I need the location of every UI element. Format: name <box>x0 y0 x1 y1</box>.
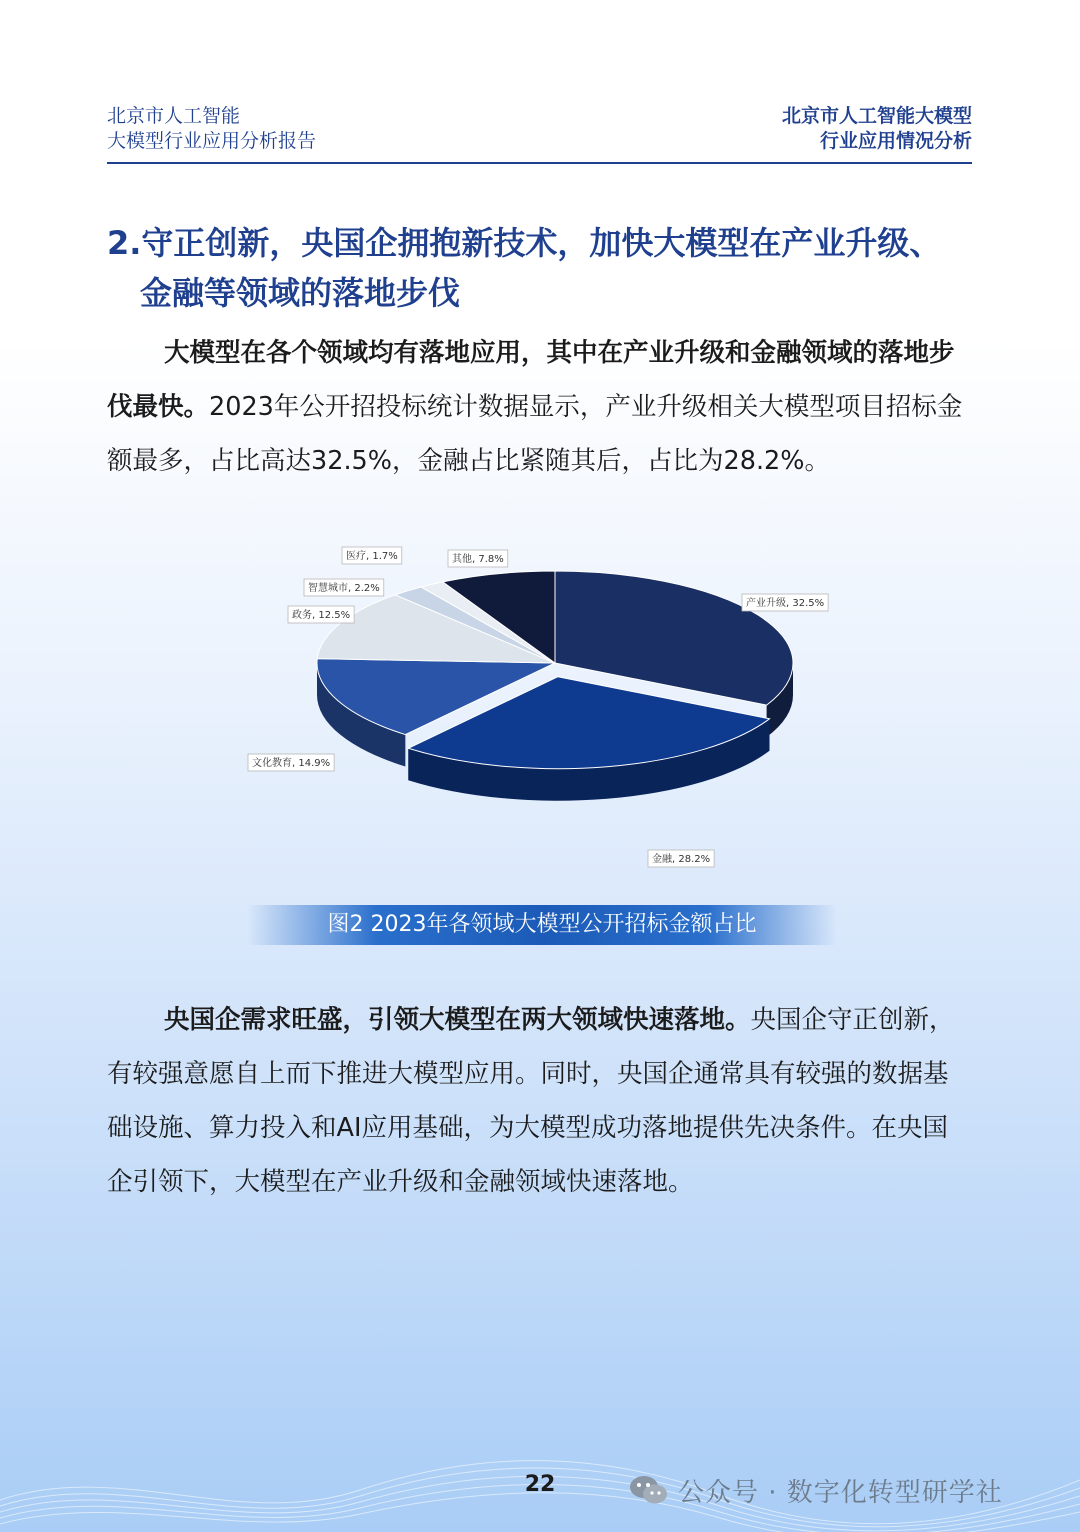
pie-label-5 <box>304 579 384 596</box>
pie-label-2 <box>648 850 714 867</box>
paragraph-2 <box>107 993 973 1209</box>
pie-chart <box>230 540 850 880</box>
paragraph-2-lead: 央国企需求旺盛，引领大模型在两大领域快速落地。 <box>164 1005 751 1035</box>
header-right-line1: 北京市人工智能大模型 <box>781 105 972 127</box>
paragraph-1 <box>107 326 973 488</box>
header-left-line2: 大模型行业应用分析报告 <box>107 130 317 152</box>
paragraph-2-body: 央国企守正创新，有较强意愿自上而下推进大模型应用。同时，央国企通常具有较强的数据基础设施、算力投入和AI应用基础，为大模型成功落地提供先决条件。在央国企引领下，大模型在产业升级和金融领域快速落地。 <box>107 1005 955 1197</box>
wechat-icon <box>628 1473 670 1507</box>
header-right-line2: 行业应用情况分析 <box>819 130 972 152</box>
pie-label-text: 文化教育, 14.9% <box>252 758 331 769</box>
header-report-title <box>107 104 316 154</box>
pie-label-text: 智慧城市, 2.2% <box>308 583 380 594</box>
page-header <box>107 104 972 164</box>
watermark-text: 公众号 · 数字化转型研学社 <box>678 1477 1003 1508</box>
pie-label-text: 医疗, 1.7% <box>346 551 398 562</box>
pie-label-1 <box>742 594 828 611</box>
header-left-line1: 北京市人工智能 <box>107 105 241 127</box>
watermark <box>628 1470 1003 1510</box>
pie-label-4 <box>288 606 354 623</box>
paragraph-1-lead: 大模型在各个领域均有落地应用，其中在产业升级和金融领域的落地步伐最快。 <box>107 338 955 422</box>
paragraph-1-body: 2023年公开招投标统计数据显示，产业升级相关大模型项目招标金额最多，占比高达32.5%，金融占比紧随其后，占比为28.2%。 <box>107 392 963 476</box>
pie-chart-svg <box>230 540 850 880</box>
pie-label-text: 金融, 28.2% <box>652 854 711 865</box>
section-title-line2: 金融等领域的落地步伐 <box>140 274 461 312</box>
section-title-line1: 2.守正创新，央国企拥抱新技术，加快大模型在产业升级、 <box>107 224 942 262</box>
figure-caption: 图2 2023年各领域大模型公开招标金额占比 <box>247 905 837 945</box>
pie-label-6 <box>342 547 402 564</box>
section-title <box>107 218 987 318</box>
page-number: 22 <box>524 1472 556 1497</box>
pie-label-text: 其他, 7.8% <box>452 554 504 565</box>
pie-label-7 <box>448 550 508 567</box>
pie-label-text: 政务, 12.5% <box>292 610 351 621</box>
pie-label-3 <box>248 754 334 771</box>
pie-label-text: 产业升级, 32.5% <box>746 598 825 609</box>
header-chapter-title <box>782 104 972 154</box>
